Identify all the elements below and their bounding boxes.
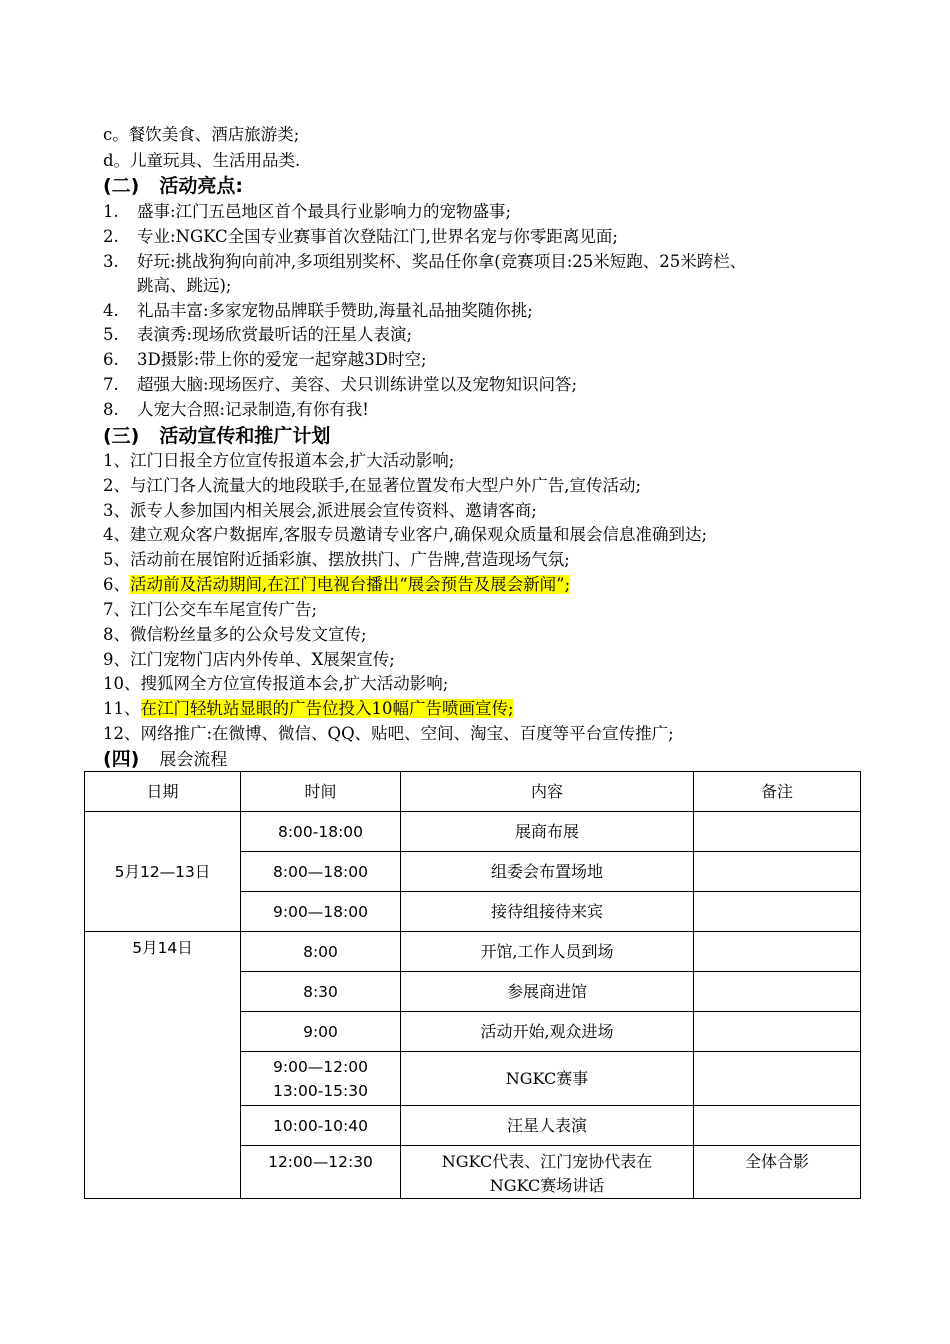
time-cell: 8:00—18:00	[241, 852, 401, 892]
highlight-item: 2. 专业:NGKC全国专业赛事首次登陆江门,世界名宠与你零距离见面;	[103, 227, 618, 246]
note-cell	[694, 892, 861, 932]
content-cell: 接待组接待来宾	[401, 892, 694, 932]
section-number: (四)	[103, 748, 140, 770]
time-line: 9:00—12:00	[273, 1057, 368, 1076]
section-heading-highlights	[103, 174, 243, 198]
note-cell	[694, 812, 861, 852]
section-heading-schedule	[103, 747, 227, 772]
highlighted-text: 活动前及活动期间,在江门电视台播出“展会预告及展会新闻”;	[130, 575, 571, 594]
highlight-item-continuation: 跳高、跳远);	[137, 276, 232, 295]
section-title: 展会流程	[159, 750, 228, 770]
time-cell: 12:00—12:30	[241, 1146, 401, 1199]
date-cell: 5月12—13日	[85, 812, 241, 932]
promo-item: 1、江门日报全方位宣传报道本会,扩大活动影响;	[103, 451, 455, 470]
highlight-item: 1. 盛事:江门五邑地区首个最具行业影响力的宠物盛事;	[103, 202, 512, 221]
highlight-item: 5. 表演秀:现场欣赏最听话的汪星人表演;	[103, 325, 413, 344]
promo-item: 12、网络推广:在微博、微信、QQ、贴吧、空间、淘宝、百度等平台宣传推广;	[103, 724, 674, 743]
highlight-item: 8. 人宠大合照:记录制造,有你有我!	[103, 400, 369, 419]
content-cell: NGKC赛事	[401, 1052, 694, 1106]
section-number: (三)	[103, 425, 140, 447]
time-cell: 10:00-10:40	[241, 1106, 401, 1146]
highlight-item: 6. 3D摄影:带上你的爱宠一起穿越3D时空;	[103, 350, 427, 369]
promo-item: 3、派专人参加国内相关展会,派进展会宣传资料、邀请客商;	[103, 501, 537, 520]
highlighted-text: 在江门轻轨站显眼的广告位投入10幅广告喷画宣传;	[140, 699, 514, 718]
list-item-c: c。餐饮美食、酒店旅游类;	[103, 125, 300, 144]
promo-item: 9、江门宠物门店内外传单、X展架宣传;	[103, 650, 395, 669]
promo-item: 5、活动前在展馆附近插彩旗、摆放拱门、广告牌,营造现场气氛;	[103, 550, 570, 569]
note-cell	[694, 1052, 861, 1106]
section-heading-promotion	[103, 424, 330, 448]
table-row	[85, 812, 861, 852]
note-cell	[694, 1106, 861, 1146]
highlight-item: 4. 礼品丰富:多家宠物品牌联手赞助,海量礼品抽奖随你挑;	[103, 301, 533, 320]
promo-item: 10、搜狐网全方位宣传报道本会,扩大活动影响;	[103, 674, 449, 693]
promo-item: 8、微信粉丝量多的公众号发文宣传;	[103, 625, 367, 644]
time-cell	[241, 1052, 401, 1106]
time-cell: 9:00—18:00	[241, 892, 401, 932]
content-cell: 汪星人表演	[401, 1106, 694, 1146]
content-line: NGKC代表、江门宠协代表在	[441, 1152, 653, 1171]
list-item-d: d。儿童玩具、生活用品类.	[103, 151, 301, 170]
highlight-item: 3. 好玩:挑战狗狗向前冲,多项组别奖杯、奖品任你拿(竞赛项目:25米短跑、25米跨栏、	[103, 252, 747, 271]
time-cell: 8:00-18:00	[241, 812, 401, 852]
content-cell: 开馆,工作人员到场	[401, 932, 694, 972]
section-title: 活动亮点:	[159, 175, 243, 197]
note-cell: 全体合影	[694, 1146, 861, 1199]
note-cell	[694, 932, 861, 972]
date-cell: 5月14日	[85, 932, 241, 1199]
note-cell	[694, 852, 861, 892]
header-note: 备注	[694, 772, 861, 812]
promo-item-highlighted: 11、在江门轻轨站显眼的广告位投入10幅广告喷画宣传;	[103, 699, 514, 718]
header-content: 内容	[401, 772, 694, 812]
section-number: (二)	[103, 175, 140, 197]
promo-item-highlighted: 6、活动前及活动期间,在江门电视台播出“展会预告及展会新闻”;	[103, 575, 571, 594]
content-cell	[401, 1146, 694, 1199]
time-line: 13:00-15:30	[273, 1081, 368, 1100]
promo-item: 7、江门公交车车尾宣传广告;	[103, 600, 318, 619]
promo-item: 2、与江门各人流量大的地段联手,在显著位置发布大型户外广告,宣传活动;	[103, 476, 642, 495]
time-cell: 8:30	[241, 972, 401, 1012]
content-cell: 组委会布置场地	[401, 852, 694, 892]
table-row	[85, 932, 861, 972]
content-line: NGKC赛场讲话	[489, 1176, 605, 1195]
note-cell	[694, 1012, 861, 1052]
note-cell	[694, 972, 861, 1012]
highlight-item: 7. 超强大脑:现场医疗、美容、犬只训练讲堂以及宠物知识问答;	[103, 375, 578, 394]
header-date: 日期	[85, 772, 241, 812]
schedule-table	[84, 771, 861, 1199]
content-cell: 参展商进馆	[401, 972, 694, 1012]
section-title: 活动宣传和推广计划	[159, 425, 331, 447]
content-cell: 展商布展	[401, 812, 694, 852]
time-cell: 9:00	[241, 1012, 401, 1052]
content-cell: 活动开始,观众进场	[401, 1012, 694, 1052]
time-cell: 8:00	[241, 932, 401, 972]
header-time: 时间	[241, 772, 401, 812]
promo-item: 4、建立观众客户数据库,客服专员邀请专业客户,确保观众质量和展会信息准确到达;	[103, 525, 708, 544]
table-header-row	[85, 772, 861, 812]
